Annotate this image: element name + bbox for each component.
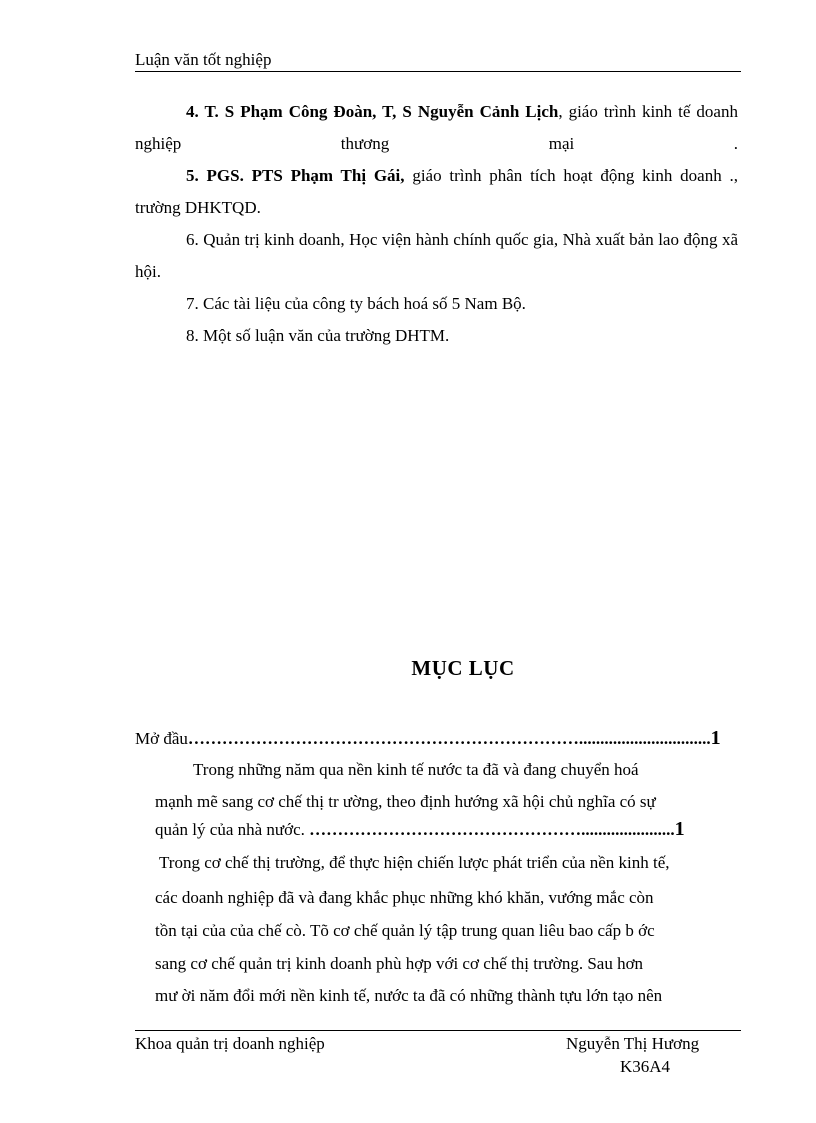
reference-authors: 5. PGS. PTS Phạm Thị Gái, [186,166,405,185]
toc-text-line: tồn tại của của chế cò. Tõ cơ chế quản lý tập trung quan liêu bao cấp b ớc [155,921,655,940]
reference-text: 6. Quản trị kinh doanh, Học viện hành chính quốc gia, Nhà xuất bản lao động xã hội. [135,230,738,281]
reference-text: 8. Một số luận văn của trường DHTM. [186,326,450,345]
toc-text-line: mạnh mẽ sang cơ chế thị tr ường, theo định hướng xã hội chủ nghĩa có sự [155,792,656,811]
toc-entry-intro [135,727,721,750]
toc-text-line: quản lý của nhà nước. [155,820,310,839]
reference-item [135,288,738,320]
toc-text-line: các doanh nghiệp đã và đang khắc phục những khó khăn, vướng mắc còn [155,888,654,907]
reference-item [135,96,738,160]
toc-text-line: Trong những năm qua nền kinh tế nước ta đã và đang chuyển hoá [193,760,639,779]
reference-list [135,96,738,352]
toc-title: MỤC LỤC [411,656,515,680]
toc-text-line: Trong cơ chế thị trường, để thực hiện chiến lược phát triển của nền kinh tế, [159,853,670,872]
page-header-title: Luận văn tốt nghiệp [135,50,272,69]
reference-item [135,160,738,224]
footer-rule [135,1030,741,1031]
footer-author: Nguyễn Thị Hương [566,1034,700,1053]
reference-text: 7. Các tài liệu của công ty bách hoá số 5 Nam Bộ. [186,294,526,313]
toc-text-line: mư ời năm đổi mới nền kinh tế, nước ta đã có những thành tựu lớn tạo nên [155,986,663,1005]
reference-text: giáo trình phân tích hoạt động kinh doanh ., trường DHKTQD. [135,166,738,217]
footer-class: K36A4 [620,1057,671,1076]
toc-leader-dots: ……………………………………………………………............................... [187,729,711,748]
toc-page-number: 1 [710,727,721,749]
reference-authors: 4. T. S Phạm Công Đoàn, T, S Nguyễn Cảnh Lịch [186,102,559,121]
toc-page-number: 1 [674,818,685,840]
toc-entry-para1 [155,818,685,841]
toc-entry-label: Mở đầu [135,729,188,748]
toc-leader-dots: …………………………………………...................... [309,820,675,839]
reference-item [135,224,738,288]
reference-item [135,320,738,352]
reference-text: , giáo trình kinh tế doanh nghiệp thương mại . [135,102,738,153]
header-rule [135,71,741,72]
footer-department: Khoa quản trị doanh nghiệp [135,1034,325,1053]
toc-text-line: sang cơ chế quản trị kinh doanh phù hợp với cơ chế thị trường. Sau hơn [155,954,644,973]
